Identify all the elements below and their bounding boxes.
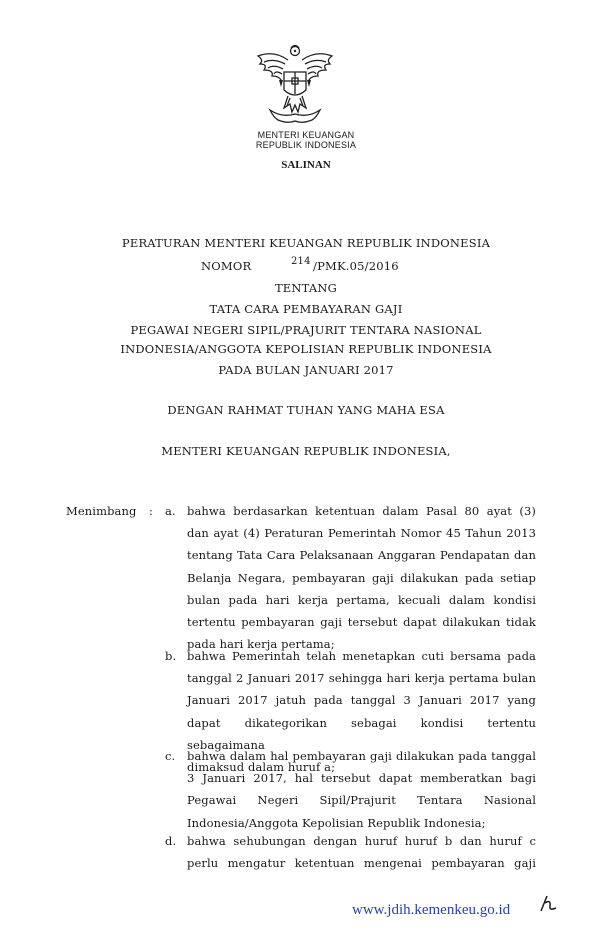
- considering-label: Menimbang: [66, 504, 137, 518]
- ministry-title: [0, 130, 612, 150]
- text-line: bahwa berdasarkan ketentuan dalam Pasal 80 ayat (3): [187, 504, 536, 518]
- text-line: Belanja Negara, pembayaran gaji dilakukan pada setiap: [187, 570, 536, 585]
- subject-line-4: PADA BULAN JANUARI 2017: [218, 363, 394, 377]
- item-letter-a: a.: [165, 504, 176, 518]
- number-label: NOMOR: [201, 259, 252, 273]
- text-line: dimaksud dalam huruf a;: [187, 760, 336, 775]
- subject-line-3: INDONESIA/ANGGOTA KEPOLISIAN REPUBLIK INDONESIA: [120, 342, 492, 356]
- copy-label: SALINAN: [281, 159, 331, 171]
- ministry-line-2: REPUBLIK INDONESIA: [255, 140, 357, 150]
- text-line: bahwa dalam hal pembayaran gaji dilakukan pada tanggal: [187, 749, 536, 763]
- text-line: bulan pada hari kerja pertama, kecuali dalam kondisi: [187, 592, 536, 607]
- considering-item-d: [187, 830, 536, 874]
- garuda-emblem-icon: [252, 42, 338, 128]
- considering-colon: :: [149, 504, 153, 518]
- grace-statement: DENGAN RAHMAT TUHAN YANG MAHA ESA: [167, 403, 445, 417]
- text-line: tentang Tata Cara Pelaksanaan Anggaran Pendapatan dan: [187, 548, 536, 563]
- about-label: TENTANG: [274, 281, 338, 295]
- item-letter-d: d.: [165, 834, 177, 848]
- text-line: Indonesia/Anggota Kepolisian Republik Indonesia;: [187, 815, 486, 830]
- considering-item-a: [187, 500, 536, 655]
- text-line: tanggal 2 Januari 2017 sehingga hari kerja pertama bulan: [187, 671, 536, 686]
- minister-heading: MENTERI KEUANGAN REPUBLIK INDONESIA,: [161, 444, 451, 458]
- text-line: bahwa Pemerintah telah menetapkan cuti bersama pada: [187, 649, 536, 663]
- item-letter-c: c.: [165, 749, 176, 763]
- number-suffix: /PMK.05/2016: [313, 259, 399, 273]
- subject-line-2: PEGAWAI NEGERI SIPIL/PRAJURIT TENTARA NASIONAL: [130, 323, 482, 337]
- regulation-heading: PERATURAN MENTERI KEUANGAN REPUBLIK INDONESIA: [121, 236, 491, 250]
- text-line: tertentu pembayaran gaji tersebut dapat dilakukan tidak: [187, 615, 536, 630]
- considering-item-c: [187, 745, 536, 834]
- text-line: Januari 2017 jatuh pada tanggal 3 Januari 2017 yang: [187, 693, 536, 708]
- initial-mark-icon: [538, 893, 560, 915]
- number-value: 214: [291, 256, 311, 267]
- text-line: 3 Januari 2017, hal tersebut dapat memberatkan bagi: [187, 771, 536, 786]
- text-line: bahwa sehubungan dengan huruf huruf b dan huruf c: [187, 834, 536, 848]
- text-line: dapat dikategorikan sebagai kondisi tertentu sebagaimana: [187, 715, 536, 752]
- text-line: Pegawai Negeri Sipil/Prajurit Tentara Nasional: [187, 793, 536, 808]
- text-line: pada hari kerja pertama;: [187, 637, 335, 652]
- subject-line-1: TATA CARA PEMBAYARAN GAJI: [209, 302, 403, 316]
- ministry-line-1: MENTERI KEUANGAN: [257, 130, 355, 140]
- text-line: dan ayat (4) Peraturan Pemerintah Nomor 45 Tahun 2013: [187, 526, 536, 541]
- footer-url[interactable]: www.jdih.kemenkeu.go.id: [352, 902, 511, 918]
- item-letter-b: b.: [165, 649, 177, 663]
- text-line: perlu mengatur ketentuan mengenai pembayaran gaji: [187, 856, 536, 871]
